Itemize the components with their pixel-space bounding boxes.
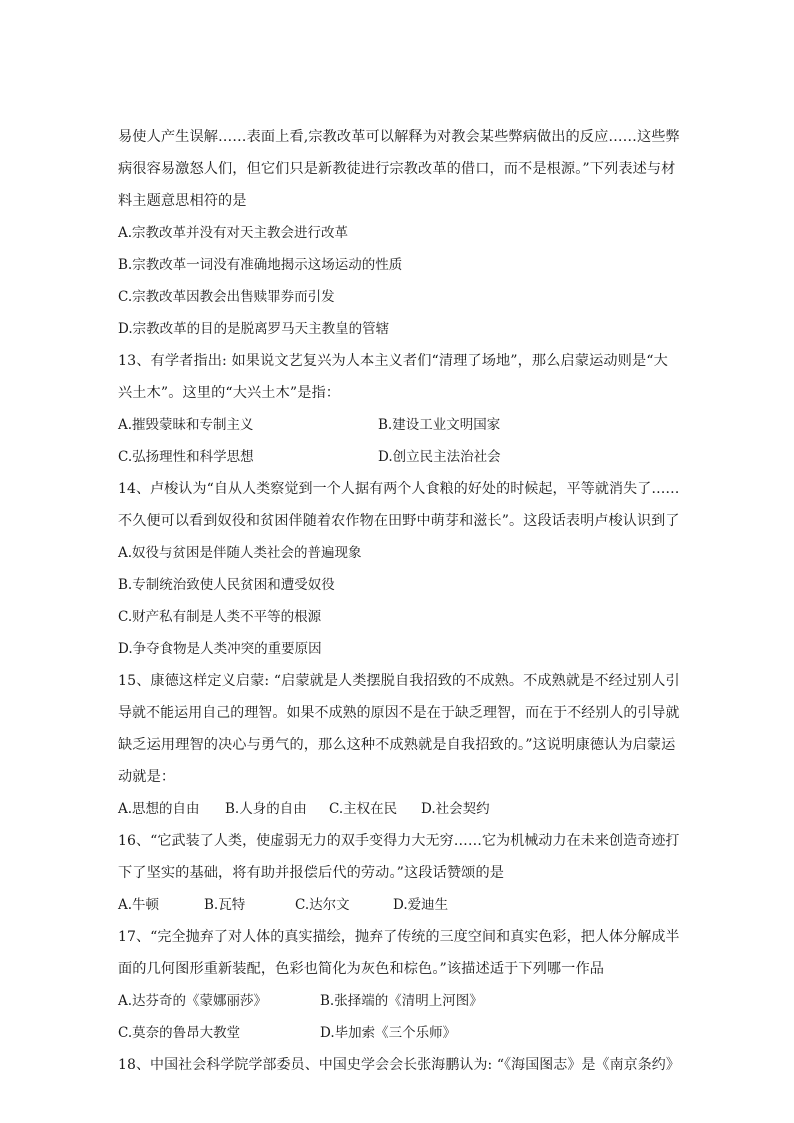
q17-line-2: 面的几何图形重新装配，色彩也简化为灰色和棕色。”该描述适于下列哪一作品 [118,961,605,977]
q17-option-c: C.莫奈的鲁昂大教堂 [118,1025,241,1041]
q12-option-b: B.宗教改革一词没有准确地揭示这场运动的性质 [118,257,403,273]
q16-line-2: 下了坚实的基础，将有助并报偿后代的劳动。”这段话赞颂的是 [118,865,505,881]
q15-line-4: 动就是： [118,769,176,785]
q12-option-c: C.宗教改革因教会出售赎罪券而引发 [118,289,335,305]
q14-option-d: D.争夺食物是人类冲突的重要原因 [118,641,322,657]
q16-option-a: A.牛顿 [118,897,160,913]
q12-line-1: 易使人产生误解……表面上看,宗教改革可以解释为对教会某些弊病做出的反应……这些弊 [118,129,680,145]
q14-option-a: A.奴役与贫困是伴随人类社会的普遍现象 [118,545,362,561]
q13-option-c: C.弘扬理性和科学思想 [118,449,254,465]
q17-option-b: B.张择端的《清明上河图》 [320,993,483,1009]
q15-option-c: C.主权在民 [329,801,398,817]
q15-option-b: B.人身的自由 [225,801,307,817]
q16-option-d: D.爱迪生 [393,897,449,913]
q15-option-a: A.思想的自由 [118,801,200,817]
q15-line-3: 缺乏运用理智的决心与勇气的，那么这种不成熟就是自我招致的。”这说明康德认为启蒙运 [118,737,676,753]
q14-option-b: B.专制统治致使人民贫困和遭受奴役 [118,577,335,593]
q16-line-1: 16、“它武装了人类，使虚弱无力的双手变得力大无穷……它为机械动力在未来创造奇迹打 [118,833,680,849]
q16-option-c: C.达尔文 [295,897,350,913]
q14-line-1: 14、卢梭认为“自从人类察觉到一个人据有两个人食粮的好处的时候起，平等就消失了…… [118,481,680,497]
q18-line-1: 18、中国社会科学院学部委员、中国史学会会长张海鹏认为: “《海国图志》是《南京条约》 [118,1057,680,1073]
q13-option-b: B.建设工业文明国家 [378,417,501,433]
q13-line-1: 13、有学者指出: 如果说文艺复兴为人本主义者们“清理了场地”，那么启蒙运动则是“大 [118,353,668,369]
q13-option-d: D.创立民主法治社会 [378,449,501,465]
q14-option-c: C.财产私有制是人类不平等的根源 [118,609,322,625]
q12-line-2: 病很容易激怒人们，但它们只是新教徒进行宗教改革的借口，而不是根源。”下列表述与材 [118,161,676,177]
q12-option-d: D.宗教改革的目的是脱离罗马天主教皇的管辖 [118,321,390,337]
q15-option-d: D.社会契约 [421,801,490,817]
q15-line-1: 15、康德这样定义启蒙: “启蒙就是人类摆脱自我招致的不成熟。不成熟就是不经过别人引 [118,673,680,689]
q13-line-2: 兴土木”。这里的“大兴土木”是指： [118,385,341,401]
q12-line-3: 料主题意思相符的是 [118,193,247,209]
q13-option-a: A.摧毁蒙昧和专制主义 [118,417,254,433]
q17-option-a: A.达芬奇的《蒙娜丽莎》 [118,993,268,1009]
q17-line-1: 17、“完全抛弃了对人体的真实描绘，抛弃了传统的三度空间和真实色彩，把人体分解成半 [118,929,680,945]
q17-option-d: D.毕加索《三个乐师》 [320,1025,457,1041]
q15-line-2: 导就不能运用自己的理智。如果不成熟的原因不是在于缺乏理智，而在于不经别人的引导就 [118,705,680,721]
q12-option-a: A.宗教改革并没有对天主教会进行改革 [118,225,349,241]
q14-line-2: 不久便可以看到奴役和贫困伴随着农作物在田野中萌芽和滋长”。这段话表明卢梭认识到了 [118,513,680,529]
q16-option-b: B.瓦特 [204,897,246,913]
